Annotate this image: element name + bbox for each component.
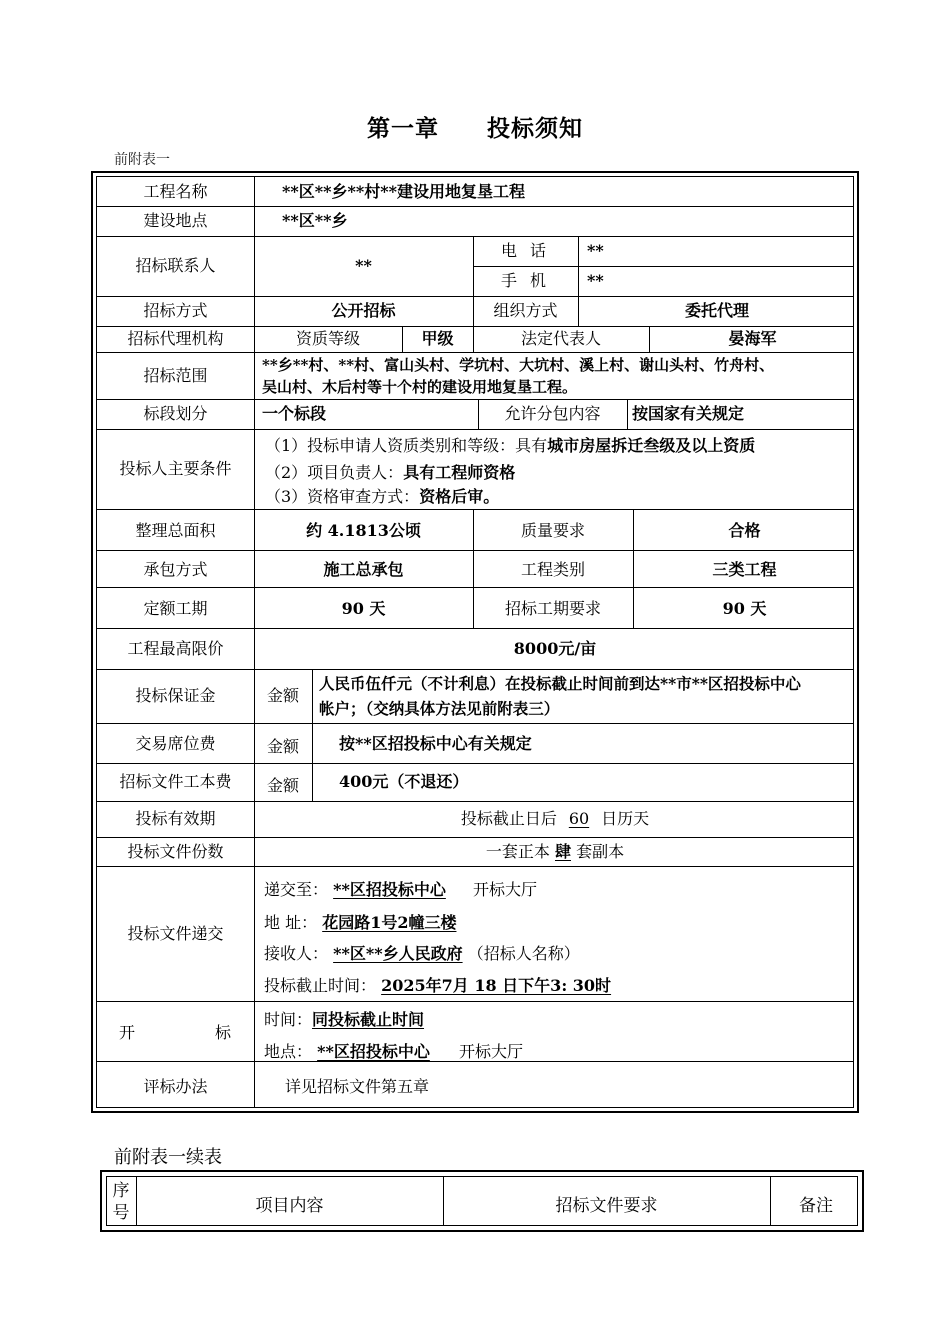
header-item: 项目内容: [255, 1196, 324, 1216]
qualification-value: 甲级: [421, 329, 454, 348]
scope-line-1: **乡**村、**村、富山头村、学坑村、大坑村、溪上村、谢山头村、竹舟村、: [262, 356, 775, 374]
subcontract-value: 按国家有关规定: [632, 404, 745, 423]
table-caption: 前附表一: [114, 152, 170, 168]
mobile-value: **: [587, 271, 604, 290]
label-contract: 承包方式: [143, 560, 208, 579]
label-opening-a: 开: [119, 1023, 136, 1042]
label-seat-fee: 交易席位费: [135, 734, 216, 753]
legal-rep-value: 晏海军: [728, 329, 777, 348]
delivery-address: 地 址： 花园路1号2幢三楼: [264, 913, 457, 932]
seat-fee-amount-label: 金额: [266, 737, 299, 756]
label-agency: 招标代理机构: [127, 329, 224, 348]
label-opening-b: 标: [215, 1023, 232, 1042]
label-delivery: 投标文件递交: [127, 924, 224, 943]
doc-fee-amount-label: 金额: [266, 776, 299, 795]
label-scope: 招标范围: [143, 366, 208, 385]
label-legal-rep: 法定代表人: [520, 329, 601, 348]
bid-info-table: [91, 171, 859, 1113]
area-value: 约 4.1813公顷: [306, 521, 421, 540]
deposit-line-1: 人民币伍仟元（不计利息）在投标截止时间前到达**市**区招投标中心: [319, 674, 801, 693]
delivery-to: 递交至： **区招投标中心 开标大厅: [264, 880, 537, 899]
label-quality: 质量要求: [520, 521, 585, 540]
max-price-value: 8000元/亩: [513, 639, 597, 658]
method-value: 公开招标: [331, 301, 396, 320]
label-qualification: 资质等级: [295, 329, 360, 348]
label-period: 定额工期: [143, 599, 208, 618]
label-project-name: 工程名称: [143, 182, 208, 201]
label-conditions: 投标人主要条件: [119, 459, 232, 478]
continuation-table: [100, 1170, 864, 1232]
label-deposit: 投标保证金: [135, 686, 216, 705]
header-requirement: 招标文件要求: [555, 1196, 658, 1216]
label-validity: 投标有效期: [135, 809, 216, 828]
label-copies: 投标文件份数: [127, 842, 224, 861]
label-method: 招标方式: [143, 301, 208, 320]
project-name-value: **区**乡**村**建设用地复垦工程: [282, 182, 525, 201]
header-index: 序 号: [112, 1181, 130, 1223]
delivery-deadline: 投标截止时间： 2025年7月 18 日下午3: 30时: [264, 976, 612, 995]
opening-place: 地点： **区招投标中心 开标大厅: [264, 1042, 523, 1061]
label-doc-fee: 招标文件工本费: [119, 772, 232, 791]
page-title: 第一章 投标须知: [367, 116, 583, 142]
evaluation-value: 详见招标文件第五章: [285, 1077, 430, 1096]
label-project-type: 工程类别: [520, 560, 585, 579]
label-period-requirement: 招标工期要求: [504, 599, 601, 618]
deposit-line-2: 帐户；（交纳具体方法见前附表三）: [319, 699, 560, 718]
label-subcontract: 允许分包内容: [504, 404, 601, 423]
validity-days: 60: [568, 809, 590, 828]
period-value: 90 天: [341, 599, 386, 618]
label-area: 整理总面积: [135, 521, 216, 540]
condition-1: （1）投标申请人资质类别和等级：具有城市房屋拆迁叁级及以上资质: [265, 436, 756, 455]
label-phone: 电 话: [500, 241, 551, 260]
copies-value: 一套正本 肆 套副本: [485, 842, 625, 861]
contract-value: 施工总承包: [323, 560, 404, 579]
label-evaluation: 评标办法: [143, 1077, 208, 1096]
phone-value: **: [587, 241, 604, 260]
condition-2: （2）项目负责人：具有工程师资格: [265, 463, 516, 482]
condition-3: （3）资格审查方式：资格后审。: [265, 487, 500, 506]
period-requirement-value: 90 天: [722, 599, 767, 618]
label-mobile: 手 机: [500, 271, 551, 290]
doc-fee-value: 400元（不退还）: [339, 772, 469, 791]
label-sections: 标段划分: [143, 404, 208, 423]
scope-line-2: 吴山村、木后村等十个村的建设用地复垦工程。: [262, 378, 578, 396]
copies-number: 肆: [554, 842, 571, 861]
project-type-value: 三类工程: [712, 560, 777, 579]
header-remark: 备注: [799, 1196, 833, 1216]
label-contact: 招标联系人: [135, 256, 216, 275]
seat-fee-value: 按**区招投标中心有关规定: [339, 734, 532, 753]
contact-value: **: [355, 256, 372, 275]
delivery-receiver: 接收人： **区**乡人民政府 （招标人名称）: [264, 944, 580, 963]
label-org: 组织方式: [493, 301, 558, 320]
quality-value: 合格: [728, 521, 761, 540]
opening-time: 时间：同投标截止时间: [264, 1010, 425, 1029]
location-value: **区**乡: [282, 211, 348, 230]
sections-value: 一个标段: [262, 404, 327, 423]
deposit-amount-label: 金额: [266, 686, 299, 705]
label-max-price: 工程最高限价: [127, 639, 224, 658]
validity-value: 投标截止日后 60 日历天: [460, 809, 650, 828]
org-value: 委托代理: [684, 301, 749, 320]
label-location: 建设地点: [143, 211, 208, 230]
continuation-caption: 前附表一续表: [114, 1147, 222, 1168]
